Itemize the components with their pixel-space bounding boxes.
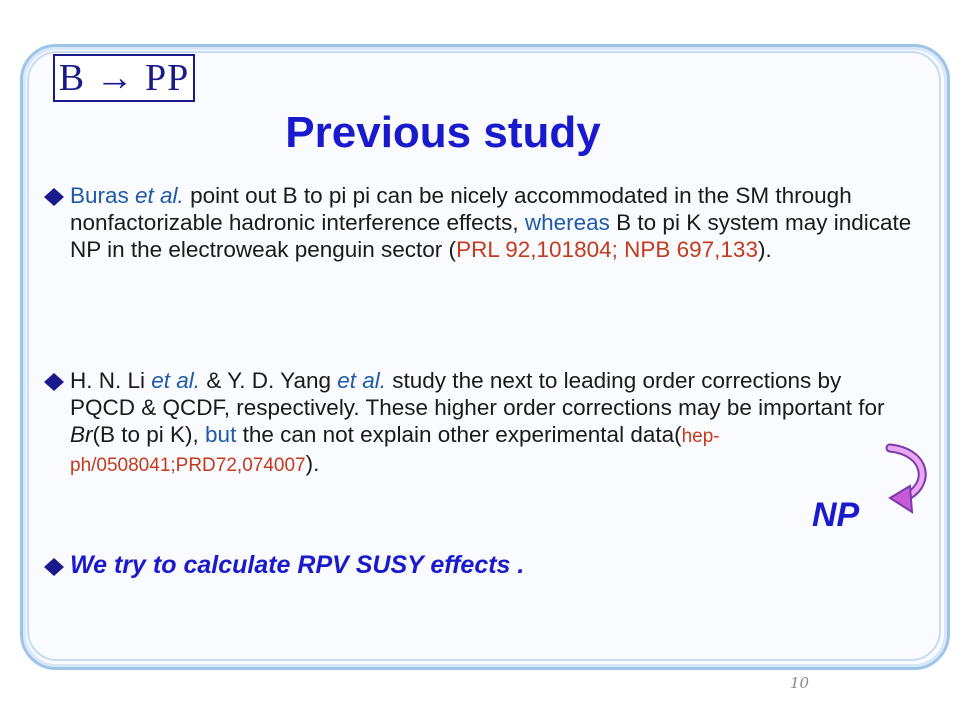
np-label: NP: [812, 496, 860, 534]
formula-box: B → PP: [53, 54, 195, 102]
et-al-text: et al.: [135, 183, 184, 208]
body-text: study the next to leading order corrections by PQCD & QCDF, respectively. These higher order corrections may be important for: [70, 368, 885, 420]
page-number: 10: [790, 674, 810, 692]
reference-text: hep-ph/0508041;PRD72,074007: [70, 426, 720, 476]
bullet-item-1-text: [70, 182, 914, 263]
but-text: but: [205, 422, 237, 447]
body-text: the can not explain other experimental data(: [236, 422, 682, 447]
curved-arrow-icon: [884, 442, 936, 527]
bullet-item-2-text: [70, 367, 910, 479]
br-text: Br: [70, 422, 93, 447]
et-al-text: et al.: [337, 368, 387, 393]
diamond-bullet-icon: [44, 552, 66, 579]
diamond-bullet-icon: [44, 367, 66, 394]
author-text: Buras: [70, 183, 136, 208]
author-text: H. N. Li: [70, 368, 152, 393]
body-text: ).: [757, 237, 772, 262]
body-text: ).: [305, 451, 320, 476]
body-text: point out B to pi pi can be nicely accommodated in the SM through nonfactorizable hadronic interference effects,: [70, 183, 852, 235]
bullet-item-1: [44, 182, 914, 263]
whereas-text: whereas: [524, 210, 610, 235]
et-al-text: et al.: [151, 368, 201, 393]
reference-text: PRL 92,101804; NPB 697,133: [456, 237, 758, 262]
bullet-item-2: [44, 367, 910, 479]
diamond-bullet-icon: [44, 182, 66, 209]
slide-title: Previous study: [285, 108, 601, 157]
body-text: B to pi K system may indicate NP in the electroweak penguin sector (: [70, 210, 912, 262]
author-text: & Y. D. Yang: [200, 368, 338, 393]
body-text: (B to pi K),: [92, 422, 206, 447]
bullet-item-3-text: We try to calculate RPV SUSY effects .: [70, 551, 525, 579]
bullet-item-3: [44, 552, 914, 579]
